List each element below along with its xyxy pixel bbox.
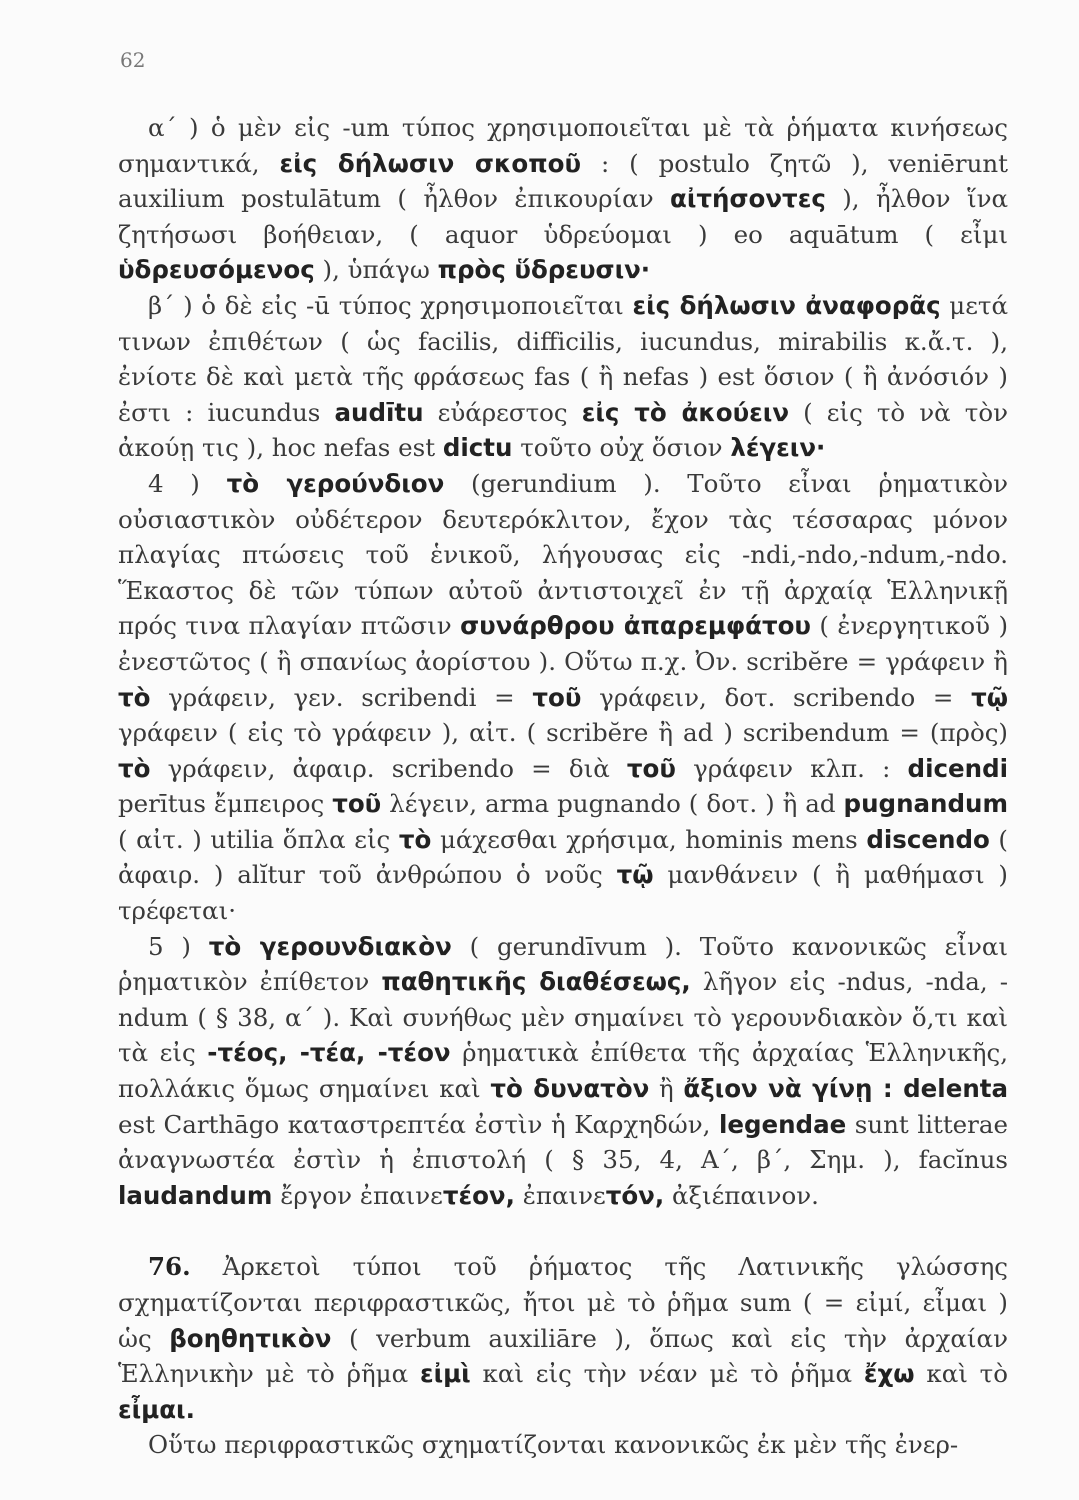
text-run: ( εἰς τὸ νὰ τὸν ἀκούῃ τις ), hoc nefas est [118, 397, 1008, 463]
text-run: ( ἀφαιρ. ) alĭtur τοῦ ἀνθρώπου ὁ νοῦς [118, 824, 1008, 890]
paragraph [118, 929, 1008, 1214]
page-number: 62 [120, 48, 146, 72]
bold-term: ἄξιον νὰ γίνῃ : delenta [683, 1074, 1009, 1104]
bold-term: ὑδρευσόμενος [118, 255, 315, 285]
bold-term: τῷ [971, 682, 1008, 712]
text-run: ῥηματικὰ ἐπίθετα τῆς ἀρχαίας Ἑλληνικῆς, πολλάκις ὅμως σημαίνει καὶ [118, 1038, 1008, 1104]
paragraph [118, 110, 1008, 288]
bold-term: βοηθητικὸν [169, 1323, 332, 1353]
text-run: α΄ ) ὁ μὲν εἰς -um τύπος χρησιμοποιεῖται μὲ τὰ ῥήματα κινήσεως σημαντικά, [118, 113, 1008, 178]
text-run: ἔργον ἐπαινε [272, 1180, 443, 1210]
text-run: (gerundium ). Τοῦτο εἶναι ῥηματικὸν οὐσιαστικὸν οὐδέτερον δευτερόκλιτον, ἔχον τὰς τέσσαρας μόνον πλαγίας πτώσεις τοῦ ἑνικοῦ, λήγουσας εἰς -ndi,-ndo,-ndum,-ndo. Ἕκαστος δὲ τῶν τύπων αὐτοῦ ἀντιστοιχεῖ ἐν τῇ ἀρχαίᾳ Ἑλληνικῇ πρός τινα πλαγίαν πτῶσιν [118, 468, 1009, 641]
text-run: εὐάρεστος [423, 397, 582, 427]
bold-term: dicendi [907, 753, 1008, 783]
bold-term: συνάρθρου ἀπαρεμφάτου [460, 611, 811, 641]
text-run: ), ἦλθον ἵνα ζητήσωσι βοήθειαν, ( aquor ὑδρεύομαι ) eo aquātum ( εἶμι [118, 184, 1009, 249]
text-run: : ( postulo ζητῶ ), veniērunt auxilium postulātum ( ἦλθον ἐπικουρίαν [118, 148, 1008, 214]
bold-term: τὸ γερουνδιακὸν [208, 931, 452, 961]
text-run: καὶ εἰς τὴν νέαν μὲ τὸ ῥῆμα [470, 1359, 864, 1389]
text-run: ( gerundīvum ). Τοῦτο κανονικῶς εἶναι ῥηματικὸν ἐπίθετον [118, 931, 1008, 997]
bold-term: λέγειν· [730, 433, 826, 463]
bold-term: εἰς δήλωσιν ἀναφορᾶς [632, 290, 941, 320]
text-run: γράφειν, γεν. scribendi = [150, 682, 533, 712]
text-run: γράφειν κλπ. : [675, 753, 908, 783]
bold-term: εἰς τὸ ἀκούειν [581, 397, 790, 427]
text-run: β΄ ) ὁ δὲ εἰς -ū τύπος χρησιμοποιεῖται [148, 290, 633, 320]
bold-term: εἰς δήλωσιν σκοποῦ [279, 148, 582, 178]
text-run: καὶ τὸ [914, 1359, 1008, 1389]
text-run: ἀξιέπαινον. [664, 1180, 819, 1210]
text-run: sunt litterae ἀναγνωστέα ἐστὶν ἡ ἐπιστολή ( § 35, 4, Α΄, β΄, Σημ. ), facĭnus [118, 1109, 1008, 1175]
paragraph [118, 1427, 1008, 1463]
text-run: ἢ [649, 1074, 684, 1104]
text-run: ( αἰτ. ) utilia ὅπλα εἰς [118, 824, 399, 854]
bold-term: audītu [334, 397, 424, 427]
text-run: γράφειν, ἀφαιρ. scribendo = διὰ [150, 753, 627, 783]
bold-term: εἰμὶ [419, 1359, 471, 1389]
bold-term: discendo [866, 824, 990, 854]
bold-term: αἰτήσοντες [670, 184, 826, 214]
bold-term: dictu [442, 433, 513, 463]
text-run: ἐπαινε [514, 1180, 606, 1210]
text-run: 5 ) [148, 931, 209, 961]
section-number: 76. [148, 1252, 191, 1282]
bold-term: πρὸς ὕδρευσιν· [437, 255, 651, 285]
text-run: μάχεσθαι χρήσιμα, hominis mens [431, 824, 867, 854]
text-run: est Carthāgo καταστρεπτέα ἐστὶν ἡ Καρχηδών, [118, 1109, 719, 1139]
bold-term: laudandum [118, 1180, 273, 1210]
bold-term: τοῦ [332, 789, 382, 819]
bold-term: εἶμαι. [118, 1394, 195, 1424]
text-run: ( verbum auxiliāre ), ὅπως καὶ εἰς τὴν ἀρχαίαν Ἑλληνικὴν μὲ τὸ ῥῆμα [118, 1323, 1008, 1389]
bold-term: τόν, [605, 1180, 665, 1210]
bold-term: legendae [718, 1109, 847, 1139]
bold-term: τὸ [398, 824, 432, 854]
paragraph [118, 466, 1008, 929]
bold-term: τέον, [442, 1180, 515, 1210]
text-run: ( ἐνεργητικοῦ ) ἐνεστῶτος ( ἢ σπανίως ἀορίστου ). Οὕτω π.χ. Ὀν. scribĕre = γράφειν ἢ [118, 611, 1008, 676]
bold-term: pugnandum [843, 789, 1008, 819]
bold-term: τοῦ [626, 753, 676, 783]
bold-term: τὸ δυνατὸν [490, 1074, 650, 1104]
text-run: γράφειν, δοτ. scribendo = [581, 682, 972, 712]
section-paragraph [118, 1249, 1008, 1427]
text-run: Οὕτω περιφραστικῶς σχηματίζονται κανονικῶς ἐκ μὲν τῆς ἐνερ- [148, 1430, 959, 1460]
text-run: λέγειν, arma pugnando ( δοτ. ) ἢ ad [381, 789, 844, 819]
text-run: μανθάνειν ( ἢ μαθήμασι ) τρέφεται· [118, 860, 1008, 926]
bold-term: -τέος, -τέα, -τέον [207, 1038, 451, 1068]
bold-term: παθητικῆς διαθέσεως, [381, 967, 691, 997]
text-run: γράφειν ( εἰς τὸ γράφειν ), αἰτ. ( scribĕre ἢ ad ) scribendum = (πρὸς) [118, 718, 1008, 748]
text-run: ), ὑπάγω [314, 255, 438, 285]
bold-term: τὸ [118, 753, 151, 783]
bold-term: τοῦ [532, 682, 582, 712]
text-run: 4 ) [148, 468, 227, 498]
text-run: μετά τινων ἐπιθέτων ( ὡς facilis, difficilis, iucundus, mirabilis κ.ἄ.τ. ), ἐνίοτε δὲ καὶ μετὰ τῆς φράσεως fas ( ἢ nefas ) est ὅσιον ( ἢ ἀνόσιόν ) ἐστι : iucundus [118, 290, 1008, 427]
body-text [118, 110, 1008, 1463]
text-run: τοῦτο οὐχ ὅσιον [512, 433, 731, 463]
bold-term: ἔχω [863, 1359, 915, 1389]
paragraph [118, 288, 1008, 466]
bold-term: τὸ γερούνδιον [226, 468, 445, 498]
bold-term: τὸ [118, 682, 151, 712]
text-run: Ἀρκετοὶ τύποι τοῦ ῥήματος τῆς Λατινικῆς γλώσσης σχηματίζονται περιφραστικῶς, ἤτοι μὲ τὸ ῥῆμα sum ( = εἰμί, εἶμαι ) ὡς [118, 1252, 1008, 1353]
text-run: λῆγον εἰς -ndus, -nda, -ndum ( § 38, α΄ ). Καὶ συνήθως μὲν σημαίνει τὸ γερουνδιακὸν ὅ,τι καὶ τὰ εἰς [118, 967, 1008, 1068]
text-run: perītus ἔμπειρος [118, 789, 333, 819]
bold-term: τῷ [616, 860, 654, 890]
